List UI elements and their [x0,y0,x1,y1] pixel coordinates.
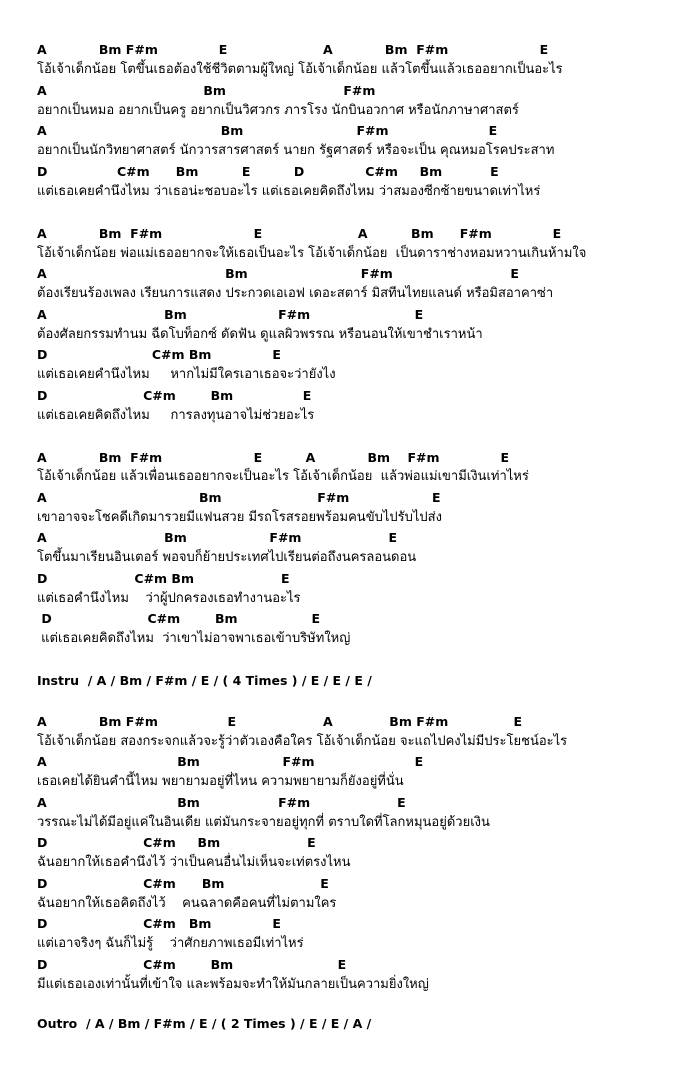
lyric-line: แต่เธอเคยคำนึงไหม หากไม่มีใครเอาเธอจะว่ายังไง [37,367,336,382]
instrumental-line: Instru / A / Bm / F#m / E / ( 4 Times ) / E / E / E / [37,673,372,688]
chord-line: D C#m Bm E [37,876,329,891]
lyric-line: ฉันอยากให้เธอคิดถึงไว้ คนฉลาดคือคนที่ไม่ตามใคร [37,896,337,911]
chord-line: A Bm F#m [37,83,376,98]
lyric-line: ฉันอยากให้เธอคำนึงไว้ ว่าเป็นคนอื่นไม่เห็นจะเท่ตรงไหน [37,855,351,870]
lyric-line: อยากเป็นนักวิทยาศาสตร์ นักวารสารศาสตร์ นายก รัฐศาสตร์ หรือจะเป็น คุณหมอโรคประสาท [37,143,555,158]
chord-line: A Bm F#m E [37,123,498,138]
lyric-line: เธอเคยได้ยินคำนี้ไหม พยายามอยู่ที่ไหน ความพยายามก็ยังอยู่ที่นั่น [37,774,404,789]
chord-line: A Bm F#m E [37,530,398,545]
lyric-line: โอ้เจ้าเด็กน้อย พ่อแม่เธออยากจะให้เธอเป็นอะไร โอ้เจ้าเด็กน้อย เป็นดาราช่างหอมหวานเกินห้ามใจ [37,246,587,261]
chord-line: A Bm F#m E A Bm F#m E [37,42,549,57]
outro-line: Outro / A / Bm / F#m / E / ( 2 Times ) / E / E / A / [37,1016,372,1031]
lyric-line: เขาอาจจะโชคดีเกิดมารวยมีแฟนสวย มีรถโรสรอยพร้อมคนขับไปรับไปส่ง [37,510,442,525]
lyric-line: มีแต่เธอเองเท่านั้นที่เข้าใจ และพร้อมจะทำให้มันกลายเป็นความยิ่งใหญ่ [37,977,429,992]
chord-line: A Bm F#m E A Bm F#m E [37,450,509,465]
chord-line: A Bm F#m E [37,754,424,769]
lyric-line: อยากเป็นหมอ อยากเป็นครู อยากเป็นวิศวกร ภารโรง นักบินอวกาศ หรือนักภาษาศาสตร์ [37,103,519,118]
lyric-line: โอ้เจ้าเด็กน้อย แล้วเพื่อนเธออยากจะเป็นอะไร โอ้เจ้าเด็กน้อย แล้วพ่อแม่เขามีเงินเท่าไหร่ [37,469,529,484]
chord-line: D C#m Bm E [37,347,281,362]
lyric-line: ต้องเรียนร้องเพลง เรียนการแสดง ประกวดเอเอฟ เดอะสตาร์ มิสทีนไทยแลนด์ หรือมิสอาคาซ่า [37,286,554,301]
chord-line: D C#m Bm E [37,957,347,972]
chord-line: A Bm F#m E [37,795,406,810]
chord-line: A Bm F#m E A Bm F#m E [37,714,523,729]
chord-line: D C#m Bm E [37,916,281,931]
lyric-line: แต่เธอเคยคำนึงไหม ว่าเธอน่ะชอบอะไร แต่เธอเคยคิดถึงไหม ว่าสมองซีกซ้ายขนาดเท่าไหร่ [37,184,541,199]
lyric-line: แต่เธอเคยคิดถึงไหม ว่าเขาไม่อาจพาเธอเข้าบริษัทใหญ่ [37,631,351,646]
chord-line: A Bm F#m E A Bm F#m E [37,226,562,241]
chord-line: D C#m Bm E [37,571,290,586]
chord-line: D C#m Bm E [37,388,312,403]
chord-line: D C#m Bm E [37,835,316,850]
lyric-line: โอ้เจ้าเด็กน้อย โตขึ้นเธอต้องใช้ชีวิตตามผู้ใหญ่ โอ้เจ้าเด็กน้อย แล้วโตขึ้นแล้วเธออยากเป็นอะไร [37,62,563,77]
lyric-line: โตขึ้นมาเรียนอินเตอร์ พอจบก็ย้ายประเทศไปเรียนต่อถึงนครลอนดอน [37,550,417,565]
chord-line: D C#m Bm E [37,611,321,626]
chord-line: D C#m Bm E D C#m Bm E [37,164,499,179]
lyric-line: แต่เธอคำนึงไหม ว่าผู้ปกครองเธอทำงานอะไร [37,591,301,606]
lyric-line: แต่เธอเคยคิดถึงไหม การลงทุนอาจไม่ช่วยอะไร [37,408,315,423]
lyric-line: วรรณะไม่ได้มีอยู่แค่ในอินเดีย แต่มันกระจายอยู่ทุกที่ ตราบใดที่โลกหมุนอยู่ด้วยเงิน [37,815,490,830]
chord-line: A Bm F#m E [37,307,424,322]
chord-line: A Bm F#m E [37,266,519,281]
chord-line: A Bm F#m E [37,490,441,505]
lyric-line: แต่เอาจริงๆ ฉันก็ไม่รู้ ว่าศักยภาพเธอมีเท่าไหร่ [37,936,304,951]
lyric-line: โอ้เจ้าเด็กน้อย สองกระจกแล้วจะรู้ว่าตัวเองคือใคร โอ้เจ้าเด็กน้อย จะแถไปคงไม่มีประโยชน์อะไร [37,734,568,749]
lyric-line: ต้องศัลยกรรมทำนม ฉีดโบท็อกซ์ ดัดฟัน ดูแลผิวพรรณ หรือนอนให้เขาชำเราหน้า [37,327,483,342]
